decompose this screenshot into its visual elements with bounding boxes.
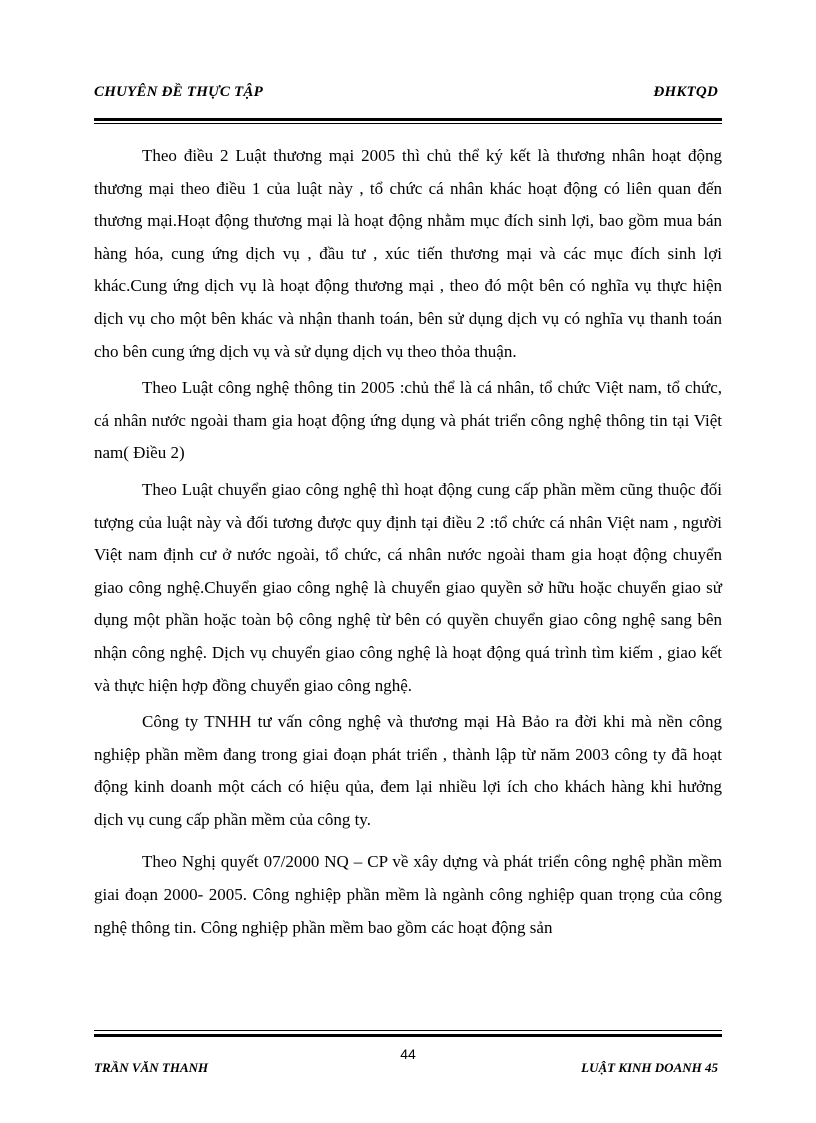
paragraph: Theo Nghị quyết 07/2000 NQ – CP về xây dựng và phát triển công nghệ phần mềm giai đoạn 2000- 2005. Công nghiệp phần mềm là ngành công nghiệp quan trọng của công nghệ thông tin. Công nghiệp phần mềm bao gồm các hoạt động sản [94,852,722,937]
header-institution: ĐHKTQD [653,84,718,100]
paragraph: Theo Luật chuyển giao công nghệ thì hoạt động cung cấp phần mềm cũng thuộc đối tượng của luật này và đối tương được quy định tại điều 2 :tổ chức cá nhân Việt nam , người Việt nam định cư ở nước ngoài, tổ chức, cá nhân nước ngoài tham gia hoạt động chuyển giao công nghệ.Chuyển giao công nghệ là chuyển giao quyền sở hữu hoặc chuyển giao sử dụng một phần hoặc toàn bộ công nghệ từ bên có quyền chuyển giao công nghệ sang bên nhận công nghệ. Dịch vụ chuyển giao công nghệ là hoạt động quá trình tìm kiếm , giao kết và thực hiện hợp đồng chuyển giao công nghệ. [94,479,722,695]
page-number: 44 [400,1046,416,1062]
paragraph: Công ty TNHH tư vấn công nghệ và thương mại Hà Bảo ra đời khi mà nền công nghiệp phần mềm đang trong giai đoạn phát triển , thành lập từ năm 2003 công ty đã hoạt động kinh doanh một cách có hiệu qủa, đem lại nhiều lợi ích cho khách hàng khi hưởng dịch vụ cung cấp phần mềm của công ty. [94,712,722,829]
page-footer [94,1040,722,1080]
page-header [94,84,722,108]
footer-rule-thick [94,1034,722,1037]
footer-author: TRẦN VĂN THANH [94,1060,209,1075]
header-title: CHUYÊN ĐỀ THỰC TẬP [94,84,263,100]
footer-rule-thin [94,1030,722,1031]
footer-course: LUẬT KINH DOANH 45 [581,1060,718,1075]
paragraph: Theo Luật công nghệ thông tin 2005 :chủ thể là cá nhân, tổ chức Việt nam, tổ chức, cá nhân nước ngoài tham gia hoạt động ứng dụng và phát triển công nghệ thông tin tại Việt nam( Điều 2) [94,378,722,463]
body-text [94,140,722,948]
header-rule-thick [94,118,722,121]
paragraph: Theo điều 2 Luật thương mại 2005 thì chủ thể ký kết là thương nhân hoạt động thương mại theo điều 1 của luật này , tổ chức cá nhân khác hoạt động có liên quan đến thương mại.Hoạt động thương mại là hoạt động nhằm mục đích sinh lợi, bao gồm mua bán hàng hóa, cung ứng dịch vụ , đầu tư , xúc tiến thương mại và các mục đích sinh lợi khác.Cung ứng dịch vụ là hoạt động thương mại , theo đó một bên có nghĩa vụ thực hiện dịch vụ cho một bên khác và nhận thanh toán, bên sử dụng dịch vụ có nghĩa vụ thanh toán cho bên cung ứng dịch vụ và sử dụng dịch vụ theo thỏa thuận. [94,146,722,361]
header-rule-thin [94,123,722,124]
